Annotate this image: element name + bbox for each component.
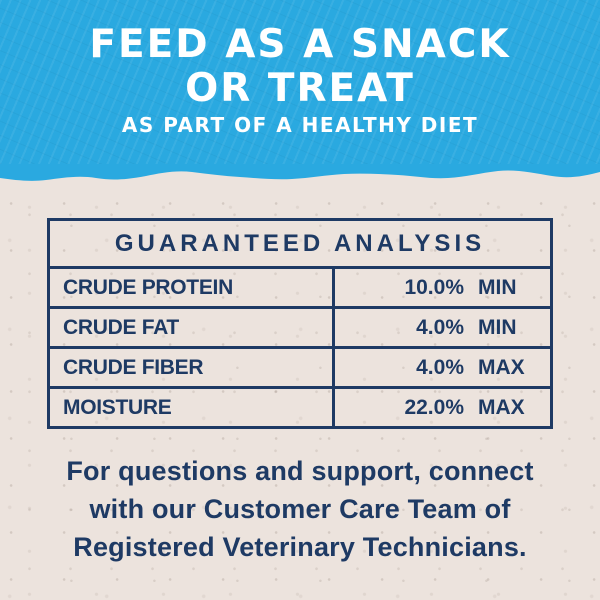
nutrient-value-cell [332, 269, 550, 306]
table-title: GUARANTEED ANALYSIS [50, 221, 550, 269]
guaranteed-analysis-table [47, 218, 553, 429]
hero-text-block [0, 0, 600, 138]
customer-care-line1: For questions and support, connect [66, 456, 534, 486]
nutrient-label: CRUDE PROTEIN [63, 275, 233, 299]
nutrient-value-cell [332, 389, 550, 426]
customer-care-line2: with our Customer Care Team of [89, 494, 511, 524]
nutrient-qualifier: MIN [478, 315, 517, 339]
table-row [50, 269, 550, 309]
nutrient-percentage: 4.0% [416, 315, 464, 339]
nutrient-qualifier: MIN [478, 275, 517, 299]
hero-title-line2: OR TREAT [185, 66, 415, 111]
customer-care-note [40, 452, 560, 566]
nutrient-value-cell [332, 349, 550, 386]
table-row [50, 389, 550, 426]
nutrient-qualifier: MAX [478, 395, 525, 419]
table-row [50, 309, 550, 349]
table-row [50, 349, 550, 389]
customer-care-line3: Registered Veterinary Technicians. [73, 532, 527, 562]
nutrient-label: CRUDE FAT [63, 315, 179, 339]
nutrient-label: MOISTURE [63, 395, 172, 419]
nutrient-value-cell [332, 309, 550, 346]
nutrient-percentage: 10.0% [404, 275, 464, 299]
nutrient-qualifier: MAX [478, 355, 525, 379]
nutrient-label: CRUDE FIBER [63, 355, 204, 379]
hero-title-line1: FEED AS A SNACK [89, 22, 511, 67]
torn-paper-edge [0, 164, 600, 188]
nutrient-percentage: 4.0% [416, 355, 464, 379]
nutrient-percentage: 22.0% [404, 395, 464, 419]
hero-subtitle: AS PART OF A HEALTHY DIET [121, 113, 479, 137]
